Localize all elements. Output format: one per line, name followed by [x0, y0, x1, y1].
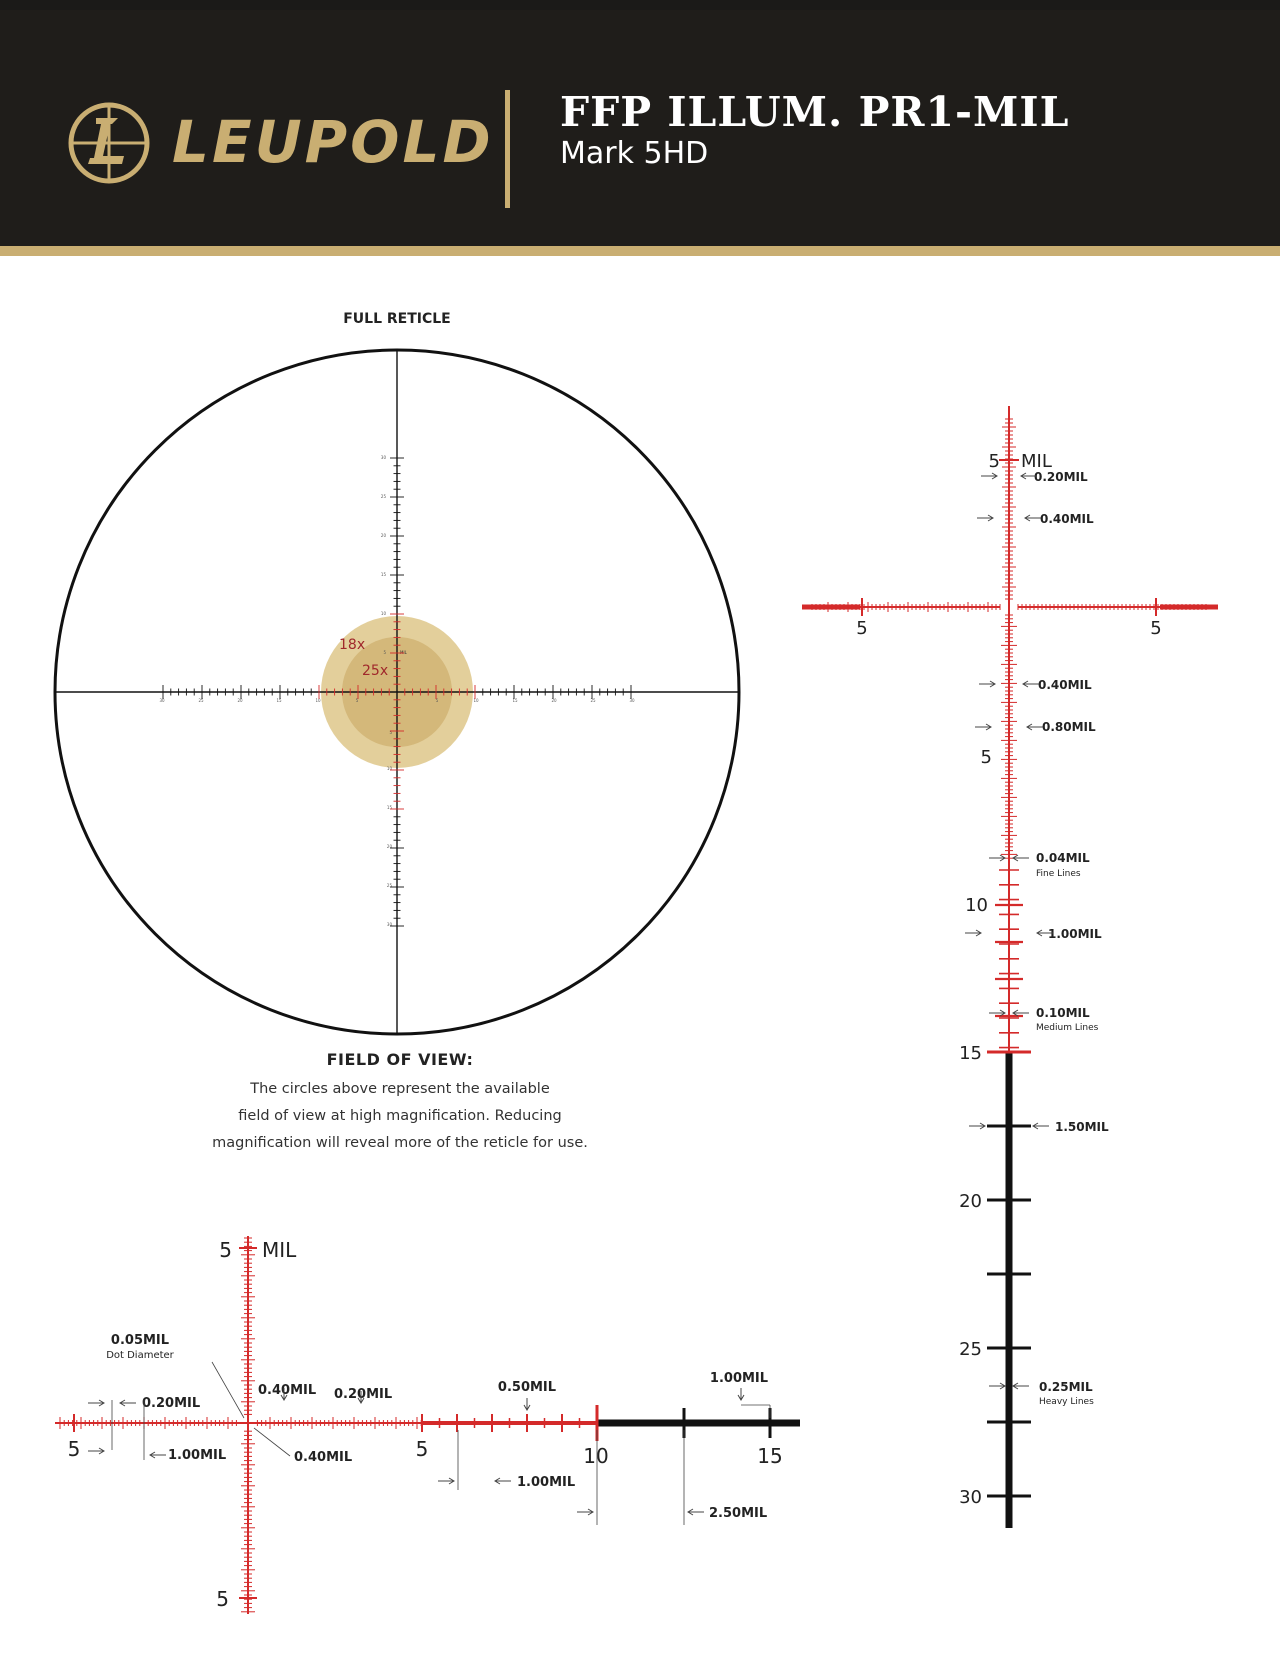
- mini-tick-label-30-below: 30: [386, 922, 392, 927]
- vertical-callout-arrow-right: [981, 473, 997, 479]
- vcallout-025: 0.25MIL: [1039, 1380, 1093, 1394]
- mag-label-18x: 18x: [339, 637, 366, 653]
- mini-hlabel-10-left: 10: [315, 698, 321, 703]
- vertical-callout-arrow-left: [1027, 724, 1043, 730]
- mini-hlabel-25-left: 25: [198, 698, 204, 703]
- mini-tick-label-30: 30: [380, 455, 386, 460]
- horizontal-callout-arrow-left: [688, 1509, 704, 1515]
- full-reticle-label: FULL RETICLE: [343, 311, 451, 327]
- vertical-mil-label: MIL: [1021, 451, 1052, 472]
- vcallout-010-note: Medium Lines: [1036, 1023, 1099, 1033]
- vcallout-020: 0.20MIL: [1034, 470, 1088, 484]
- horizontal-dot-pointer-line: [212, 1362, 244, 1418]
- mini-tick-label-5-below: 5: [389, 730, 392, 735]
- horizontal-detail: [55, 1236, 800, 1614]
- vcallout-025-note: Heavy Lines: [1039, 1397, 1094, 1407]
- mini-hlabel-10-right: 10: [473, 698, 479, 703]
- vcallout-004-note: Fine Lines: [1036, 869, 1081, 879]
- vcallout-004: 0.04MIL: [1036, 851, 1090, 865]
- hcallout-050: 0.50MIL: [497, 1380, 557, 1395]
- vertical-callout-arrow-left: [1025, 515, 1041, 521]
- mini-tick-label-10: 10: [380, 611, 386, 616]
- hnum-5-top: 5: [219, 1238, 232, 1262]
- horizontal-callout-arrow-left: [150, 1452, 166, 1458]
- hnum-5-right: 5: [415, 1437, 429, 1461]
- horizontal-callout-arrow-right: [88, 1400, 104, 1406]
- vcallout-100: 1.00MIL: [1048, 927, 1102, 941]
- hcallout-100c: 1.00MIL: [709, 1371, 769, 1386]
- vcallout-040b: 0.40MIL: [1038, 678, 1092, 692]
- vnum-25: 25: [959, 1339, 982, 1360]
- mini-tick-label-25-below: 25: [386, 883, 392, 888]
- mini-mil-label: MIL: [400, 650, 407, 655]
- mini-hlabel-30-right: 30: [629, 698, 635, 703]
- mini-hlabel-5-left: 5: [355, 698, 359, 703]
- mag-label-25x: 25x: [362, 663, 389, 679]
- vertical-callout-arrow-left: [1033, 1123, 1049, 1129]
- vertical-callout-arrow-right: [977, 515, 993, 521]
- mini-hlabel-15-left: 15: [276, 698, 282, 703]
- fov-line: The circles above represent the available: [250, 1081, 550, 1097]
- vnum-10: 10: [965, 895, 988, 916]
- horizontal-callout-arrow-right: [88, 1448, 104, 1454]
- hnum-15: 15: [757, 1444, 783, 1468]
- vcallout-010: 0.10MIL: [1036, 1006, 1090, 1020]
- vertical-callout-arrow-right: [969, 1123, 985, 1129]
- vertical-callout-arrow-left: [1013, 1383, 1029, 1389]
- hcallout-005: 0.05MIL: [110, 1333, 170, 1348]
- brand-name: LEUPOLD: [172, 108, 494, 176]
- hnum-5-bottom: 5: [216, 1587, 229, 1611]
- fov-description: [190, 1076, 610, 1157]
- mini-tick-label-5: 5: [383, 650, 386, 655]
- horizontal-040-pointer-line: [254, 1428, 290, 1456]
- vcallout-040a: 0.40MIL: [1040, 512, 1094, 526]
- vcallout-150: 1.50MIL: [1055, 1120, 1109, 1134]
- hcallout-005-note: Dot Diameter: [106, 1350, 174, 1361]
- horizontal-mil-label: MIL: [262, 1238, 297, 1262]
- page-title: FFP ILLUM. PR1-MIL: [560, 88, 1070, 136]
- horizontal-callout-arrow-right: [438, 1478, 454, 1484]
- vnum-20: 20: [959, 1191, 982, 1212]
- vnum-5-below: 5: [980, 747, 992, 768]
- vnum-15: 15: [959, 1043, 982, 1064]
- hcallout-020a: 0.20MIL: [142, 1396, 201, 1411]
- vertical-callout-arrow-left: [1013, 855, 1029, 861]
- vnum-5-top: 5: [988, 451, 1000, 472]
- full-reticle: [55, 311, 739, 1034]
- mini-tick-label-15-below: 15: [386, 805, 392, 810]
- horizontal-callout-arrow-left: [495, 1478, 511, 1484]
- vnum-5-left: 5: [856, 618, 868, 639]
- horizontal-callout-arrow-down: [738, 1388, 744, 1400]
- fov-line: magnification will reveal more of the reticle for use.: [212, 1135, 588, 1151]
- horizontal-callout-arrow-left: [120, 1400, 136, 1406]
- hcallout-250: 2.50MIL: [709, 1506, 768, 1521]
- mini-tick-label-10-below: 10: [386, 766, 392, 771]
- vertical-callout-arrow-left: [1023, 681, 1039, 687]
- hcallout-100a: 1.00MIL: [168, 1448, 227, 1463]
- vnum-30: 30: [959, 1487, 982, 1508]
- fov-heading: FIELD OF VIEW:: [326, 1050, 474, 1069]
- hcallout-040a: 0.40MIL: [258, 1383, 317, 1398]
- vertical-callout-arrow-right: [989, 855, 1005, 861]
- hcallout-040b: 0.40MIL: [294, 1450, 353, 1465]
- vcallout-080: 0.80MIL: [1042, 720, 1096, 734]
- horizontal-callout-arrow-down: [524, 1398, 530, 1410]
- hcallout-100b: 1.00MIL: [517, 1475, 576, 1490]
- hnum-5-left: 5: [67, 1437, 81, 1461]
- vertical-callout-arrow-right: [979, 681, 995, 687]
- mini-tick-label-15: 15: [380, 572, 386, 577]
- vertical-detail: [802, 406, 1218, 1528]
- mini-hlabel-15-right: 15: [512, 698, 518, 703]
- hcallout-020b: 0.20MIL: [334, 1387, 393, 1402]
- horizontal-callout-arrow-right: [577, 1509, 593, 1515]
- vnum-5-right: 5: [1150, 618, 1162, 639]
- mini-hlabel-5-right: 5: [435, 698, 439, 703]
- hnum-10: 10: [583, 1444, 609, 1468]
- page-subtitle: Mark 5HD: [560, 136, 709, 171]
- mini-tick-label-20: 20: [380, 533, 386, 538]
- mini-hlabel-20-left: 20: [237, 698, 243, 703]
- mini-tick-label-20-below: 20: [386, 844, 392, 849]
- mini-hlabel-30-left: 30: [159, 698, 165, 703]
- vertical-callout-arrow-right: [965, 930, 981, 936]
- vertical-callout-arrow-right: [989, 1383, 1005, 1389]
- fov-line: field of view at high magnification. Reducing: [238, 1108, 562, 1124]
- mini-tick-label-25: 25: [380, 494, 386, 499]
- mini-hlabel-20-right: 20: [551, 698, 557, 703]
- vertical-callout-arrow-right: [975, 724, 991, 730]
- mini-hlabel-25-right: 25: [590, 698, 596, 703]
